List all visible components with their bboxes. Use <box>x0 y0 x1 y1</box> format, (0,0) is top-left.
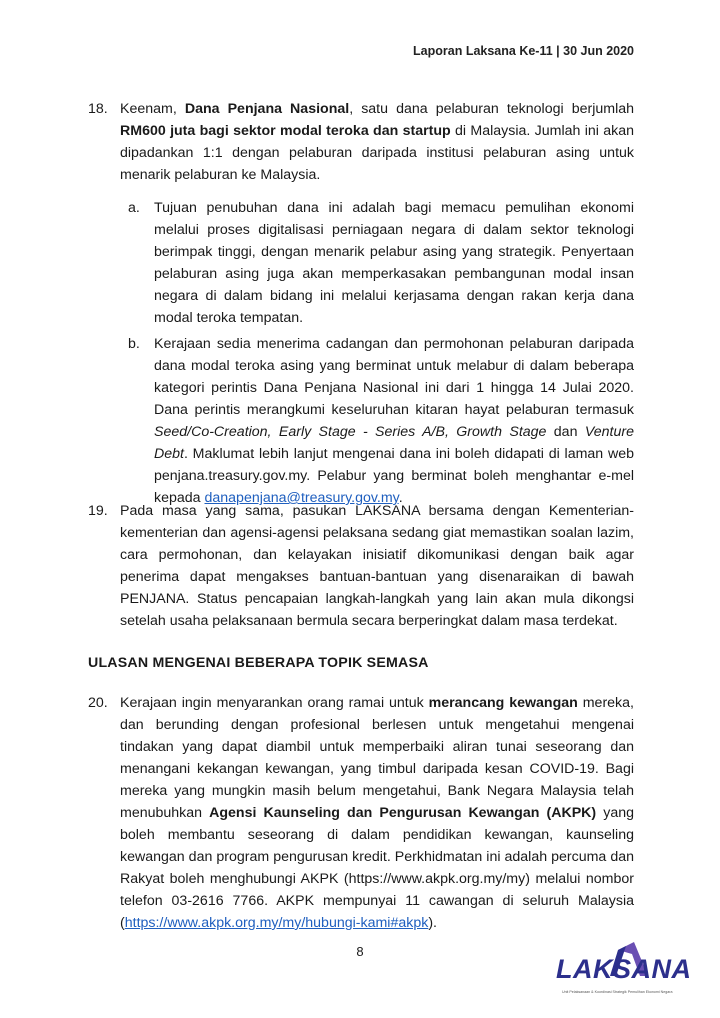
paragraph-number: 20. <box>88 695 108 711</box>
rm600-juta-bold: RM600 juta bagi sektor modal teroka dan startup <box>120 123 451 139</box>
page-number: 8 <box>356 944 364 959</box>
paragraph-18 <box>88 98 634 186</box>
paragraph-19 <box>88 500 634 632</box>
paragraph-number: 18. <box>88 101 108 117</box>
email-link[interactable]: danapenjana@treasury.gov.my <box>204 490 399 506</box>
paragraph-18a <box>128 197 634 329</box>
laksana-logo <box>556 936 692 1006</box>
paragraph-body: Pada masa yang sama, pasukan LAKSANA bersama dengan Kementerian-kementerian dan agensi-agensi pelaksana sedang giat memastikan soalan lazim, cara permohonan, dan kelayakan inisiatif dikomunikasi dengan baik agar penerima dapat mengakses bantuan-bantuan yang disenaraikan di bawah PENJANA. Status pencapaian langkah-langkah yang lain akan mula dikongsi setelah usaha pelaksanaan bermula secara berperingkat dalam masa terdekat. <box>120 503 634 629</box>
dana-penjana-nasional-bold: Dana Penjana Nasional <box>184 101 350 117</box>
paragraph-body: Kerajaan ingin menyarankan orang ramai untuk merancang kewangan mereka, dan berunding dengan profesional berlesen untuk mengetahui mengenai tindakan yang dapat diambil untuk memperbaiki aliran tunai seseorang dan menangani kekangan kewangan, yang timbul daripada kesan COVID-19. Bagi mereka yang mungkin masih belum mengetahui, Bank Negara Malaysia telah menubuhkan Agensi Kaunseling dan Pengurusan Kewangan (AKPK) yang boleh membantu seseorang di dalam pendidikan kewangan, kaunseling kewangan dan program pengurusan kredit. Perkhidmatan ini adalah percuma dan Rakyat boleh menghubungi AKPK (https://www.akpk.org.my/my) melalui nombor telefon 03-2616 7766. AKPK mempunyai 11 cawangan di seluruh Malaysia (https://www.akpk.org.my/my/hubungi-kami#akpk). <box>120 695 634 931</box>
merancang-kewangan-bold: merancang kewangan <box>428 695 578 711</box>
investment-stages-italic: Seed/Co-Creation, Early Stage - Series A/B, Growth Stage <box>154 424 547 440</box>
report-header: Laporan Laksana Ke-11 | 30 Jun 2020 <box>413 44 634 58</box>
akpk-contact-link[interactable]: https://www.akpk.org.my/my/hubungi-kami#akpk <box>124 915 429 931</box>
subparagraph-label: b. <box>128 336 140 352</box>
logo-wordmark: LAKSANA <box>556 954 692 984</box>
subparagraph-body: Kerajaan sedia menerima cadangan dan permohonan pelaburan daripada dana modal teroka asing yang berminat untuk melabur di dalam beberapa kategori perintis Dana Penjana Nasional ini dari 1 hingga 14 Julai 2020. Dana perintis merangkumi keseluruhan kitaran hayat pelaburan termasuk Seed/Co-Creation, Early Stage - Series A/B, Growth Stage dan Venture Debt. Maklumat lebih lanjut mengenai dana ini boleh didapati di laman web penjana.treasury.gov.my. Pelabur yang berminat boleh menghantar e-mel kepada danapenjana@treasury.gov.my. <box>154 336 634 506</box>
paragraph-20 <box>88 692 634 934</box>
logo-tagline: Unit Pelaksanaan & Koordinasi Strategik Pemulihan Ekonomi Negara <box>562 990 673 994</box>
paragraph-body: Keenam, Dana Penjana Nasional, satu dana pelaburan teknologi berjumlah RM600 juta bagi sektor modal teroka dan startup di Malaysia. Jumlah ini akan dipadankan 1:1 dengan pelaburan daripada institusi pelaburan asing untuk menarik pelaburan ke Malaysia. <box>120 101 634 183</box>
venture-debt-italic: Venture Debt <box>154 424 634 462</box>
paragraph-18b <box>128 333 634 509</box>
subparagraph-label: a. <box>128 200 140 216</box>
akpk-bold: Agensi Kaunseling dan Pengurusan Kewangan (AKPK) <box>209 805 597 821</box>
paragraph-number: 19. <box>88 503 108 519</box>
section-heading: ULASAN MENGENAI BEBERAPA TOPIK SEMASA <box>88 655 429 671</box>
subparagraph-body: Tujuan penubuhan dana ini adalah bagi memacu pemulihan ekonomi melalui proses digitalisasi perniagaan negara di dalam sektor teknologi berimpak tinggi, dengan menarik pelabur asing yang strategik. Penyertaan pelaburan asing juga akan memperkasakan pembangunan modal insan negara di dalam bidang ini melalui kerjasama dengan rakan kerja dana modal teroka tempatan. <box>154 200 634 326</box>
